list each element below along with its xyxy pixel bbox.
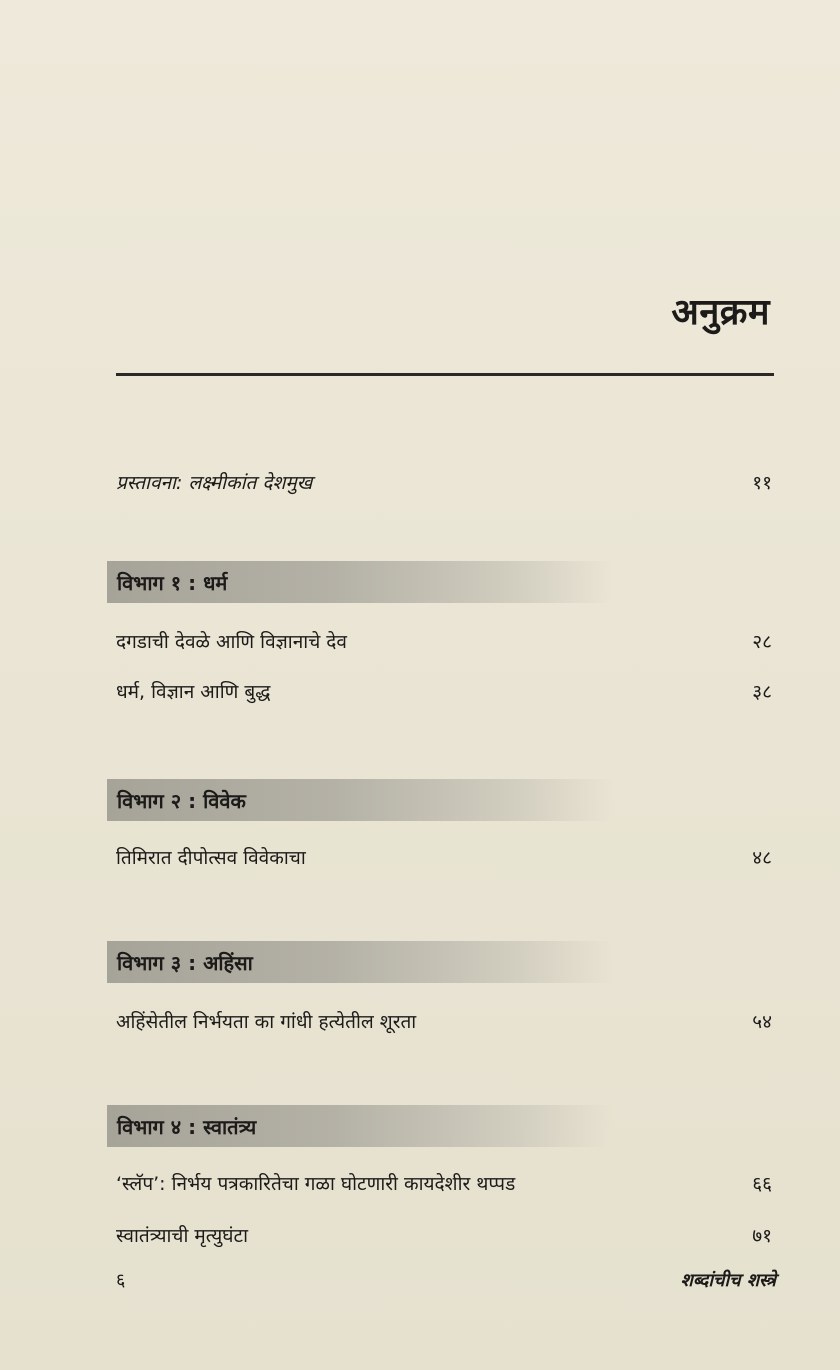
toc-entry-page: ४८ (752, 847, 772, 869)
toc-entry-page: ३८ (752, 681, 772, 703)
toc-entry-page: ६६ (752, 1173, 772, 1195)
toc-entry-page: ११ (752, 472, 772, 494)
toc-entry-page: ७१ (752, 1225, 772, 1247)
footer-page-number: ६ (116, 1270, 126, 1291)
toc-entry-label: अहिंसेतील निर्भयता का गांधी हत्येतील शूरता (116, 1011, 417, 1033)
toc-entry-preface[interactable] (116, 465, 772, 499)
toc-entry-label: धर्म, विज्ञान आणि बुद्ध (116, 681, 271, 703)
toc-entry-label: प्रस्तावना: लक्ष्मीकांत देशमुख (116, 472, 313, 494)
contents-heading: अनुक्रम (671, 292, 770, 333)
toc-entry[interactable] (116, 1166, 772, 1200)
toc-entry-label: दगडाची देवळे आणि विज्ञानाचे देव (116, 631, 347, 653)
section-header-2: विभाग २ : विवेक (107, 779, 613, 821)
toc-entry[interactable] (116, 674, 772, 708)
toc-entry[interactable] (116, 1218, 772, 1252)
section-header-4: विभाग ४ : स्वातंत्र्य (107, 1105, 613, 1147)
footer-book-title: शब्दांचीच शस्त्रे (680, 1270, 776, 1291)
toc-entry[interactable] (116, 624, 772, 658)
toc-entry-page: २८ (752, 631, 772, 653)
heading-rule (116, 373, 774, 376)
page-footer (116, 1262, 776, 1298)
toc-entry-label: ‘स्लॅप’: निर्भय पत्रकारितेचा गळा घोटणारी कायदेशीर थप्पड (116, 1173, 516, 1195)
section-header-1: विभाग १ : धर्म (107, 561, 613, 603)
toc-entry[interactable] (116, 1004, 772, 1038)
section-header-3: विभाग ३ : अहिंसा (107, 941, 613, 983)
toc-entry-label: तिमिरात दीपोत्सव विवेकाचा (116, 847, 306, 869)
toc-entry-label: स्वातंत्र्याची मृत्युघंटा (116, 1225, 249, 1247)
toc-entry-page: ५४ (752, 1011, 772, 1033)
toc-entry[interactable] (116, 840, 772, 874)
